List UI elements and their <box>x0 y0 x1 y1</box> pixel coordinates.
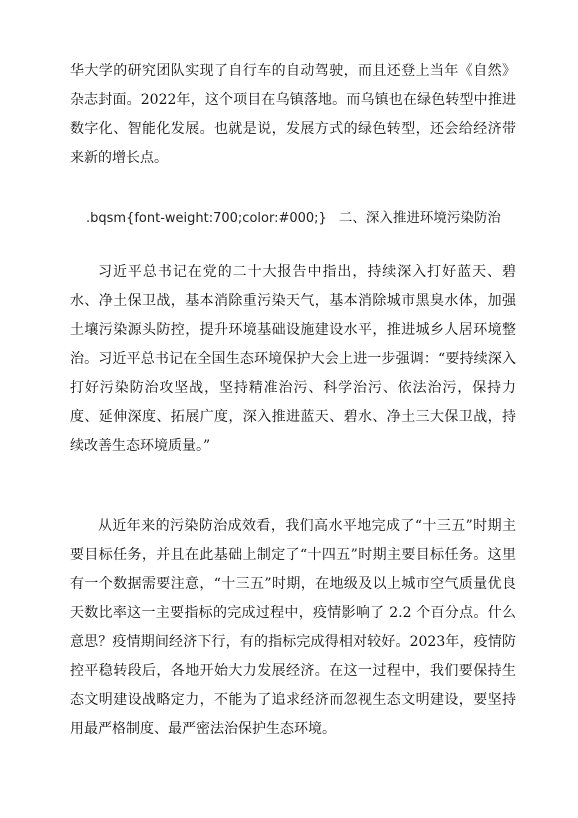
heading-title: 二、深入推进环境污染防治 <box>338 210 501 226</box>
heading-css-leak: .bqsm{font-weight:700;color:#000;} <box>86 211 327 226</box>
section-heading <box>86 208 501 229</box>
paragraph-2: 习近平总书记在党的二十大报告中指出，持续深入打好蓝天、碧水、净土保卫战，基本消除重污染天气，基本消除城市黑臭水体，加强土壤污染源头防控，提升环境基础设施建设水平，推进城乡人居环境整治。习近平总书记在全国生态环境保护大会上进一步强调：“要持续深入打好污染防治攻坚战，坚持精准治污、科学治污、依法治污，保持力度、延伸深度、拓展广度，深入推进蓝天、碧水、净土三大保卫战，持续改善生态环境质量。” <box>70 264 516 454</box>
paragraph-3: 从近年来的污染防治成效看，我们高水平地完成了“十三五”时期主要目标任务，并且在此基础上制定了“十四五”时期主要目标任务。这里有一个数据需要注意，“十三五”时期，在地级及以上城市空气质量优良天数比率这一主要指标的完成过程中，疫情影响了 2.2 个百分点。什么意思？疫情期间经济下行，有的指标完成得相对较好。2023年，疫情防控平稳转段后，各地开始大力发展经济。在这一过程中，我们要保持生态文明建设战略定力，不能为了追求经济而忽视生态文明建设，要坚持用最严格制度、最严密法治保护生态环境。 <box>70 518 516 737</box>
paragraph-1: 华大学的研究团队实现了自行车的自动驾驶，而且还登上当年《自然》杂志封面。2022年，这个项目在乌镇落地。而乌镇也在绿色转型中推进数字化、智能化发展。也就是说，发展方式的绿色转型，还会给经济带来新的增长点。 <box>70 63 516 166</box>
